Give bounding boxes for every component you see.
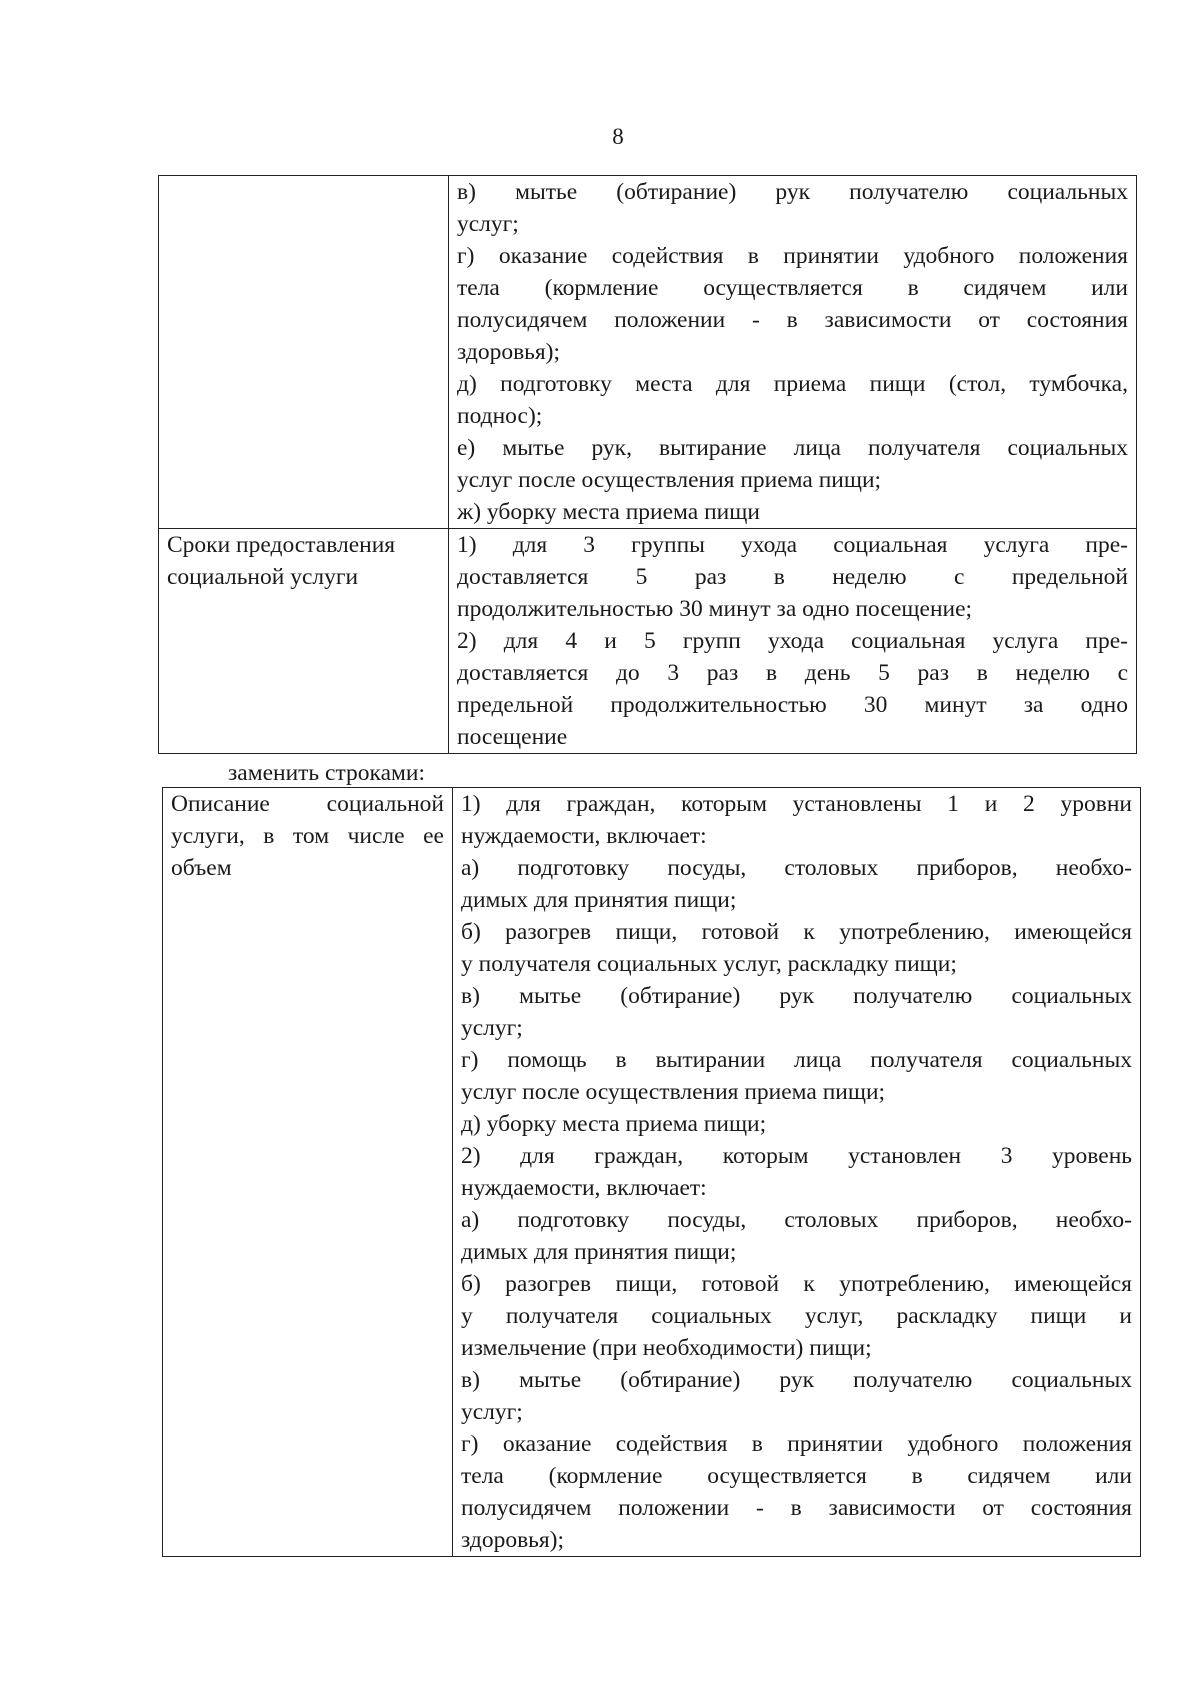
content-line: полусидячем положении - в зависимости от состояния	[461, 1495, 1132, 1521]
label-line: Сроки предоставления	[167, 532, 396, 558]
content-line: а) подготовку посуды, столовых приборов, необхо-	[461, 1207, 1132, 1233]
content-line: у получателя социальных услуг, раскладку пищи и	[461, 1303, 1132, 1329]
content-line: полусидячем положении - в зависимости от состояния	[457, 307, 1128, 333]
top-table	[158, 175, 1137, 754]
content-line: услуг;	[461, 1399, 523, 1425]
content-line: б) разогрев пищи, готовой к употреблению, имеющейся	[461, 919, 1132, 945]
label-line: услуги, в том числе ее	[171, 823, 444, 849]
content-line: услуг после осуществления приема пищи;	[457, 467, 882, 493]
content-line: нуждаемости, включает:	[461, 1175, 707, 1201]
content-line: здоровья);	[457, 339, 561, 365]
content-line: услуг;	[457, 211, 519, 237]
content-line: предельной продолжительностью 30 минут за одно	[457, 692, 1128, 718]
content-line: 2) для 4 и 5 групп ухода социальная услуга пре-	[457, 628, 1128, 654]
content-line: продолжительностью 30 минут за одно посещение;	[457, 596, 973, 622]
table-row	[163, 788, 1141, 1557]
label-line: Описание социальной	[171, 791, 444, 817]
content-line: в) мытье (обтирание) рук получателю социальных	[457, 179, 1128, 205]
content-line: тела (кормление осуществляется в сидячем или	[461, 1463, 1132, 1489]
content-line: доставляется до 3 раз в день 5 раз в неделю с	[457, 660, 1128, 686]
content-line: димых для принятия пищи;	[461, 887, 737, 913]
row-content-cell	[453, 788, 1141, 1557]
content-line: г) оказание содействия в принятии удобного положения	[457, 243, 1128, 269]
content-line: а) подготовку посуды, столовых приборов, необхо-	[461, 855, 1132, 881]
content-line: д) подготовку места для приема пищи (стол, тумбочка,	[457, 371, 1128, 397]
content-line: поднос);	[457, 403, 543, 429]
content-line: посещение	[457, 724, 568, 750]
content-line: 2) для граждан, которым установлен 3 уровень	[461, 1143, 1132, 1169]
content-line: 1) для граждан, которым установлены 1 и 2 уровни	[461, 791, 1132, 817]
bottom-table	[162, 787, 1141, 1557]
replace-note: заменить строками:	[228, 760, 425, 786]
content-line: тела (кормление осуществляется в сидячем или	[457, 275, 1128, 301]
content-line: д) уборку места приема пищи;	[461, 1111, 767, 1137]
row-label-cell	[159, 176, 449, 529]
content-line: в) мытье (обтирание) рук получателю социальных	[461, 1367, 1132, 1393]
content-line: б) разогрев пищи, готовой к употреблению, имеющейся	[461, 1271, 1132, 1297]
table-row	[159, 529, 1137, 754]
content-line: доставляется 5 раз в неделю с предельной	[457, 564, 1128, 590]
content-line: у получателя социальных услуг, раскладку пищи;	[461, 951, 957, 977]
table-row	[159, 176, 1137, 529]
label-line: объем	[171, 855, 232, 881]
content-line: г) оказание содействия в принятии удобного положения	[461, 1431, 1132, 1457]
label-line: социальной услуги	[167, 564, 359, 590]
content-line: услуг;	[461, 1015, 523, 1041]
content-line: услуг после осуществления приема пищи;	[461, 1079, 886, 1105]
row-label-cell	[163, 788, 453, 1557]
content-line: измельчение (при необходимости) пищи;	[461, 1335, 872, 1361]
page-number: 8	[612, 124, 624, 149]
content-line: 1) для 3 группы ухода социальная услуга пре-	[457, 532, 1128, 558]
content-line: ж) уборку места приема пищи	[457, 499, 760, 525]
content-line: здоровья);	[461, 1527, 565, 1553]
row-content-cell	[449, 529, 1137, 754]
row-label-cell	[159, 529, 449, 754]
content-line: г) помощь в вытирании лица получателя социальных	[461, 1047, 1132, 1073]
content-line: е) мытье рук, вытирание лица получателя социальных	[457, 435, 1128, 461]
content-line: в) мытье (обтирание) рук получателю социальных	[461, 983, 1132, 1009]
content-line: нуждаемости, включает:	[461, 823, 707, 849]
content-line: димых для принятия пищи;	[461, 1239, 737, 1265]
row-content-cell	[449, 176, 1137, 529]
